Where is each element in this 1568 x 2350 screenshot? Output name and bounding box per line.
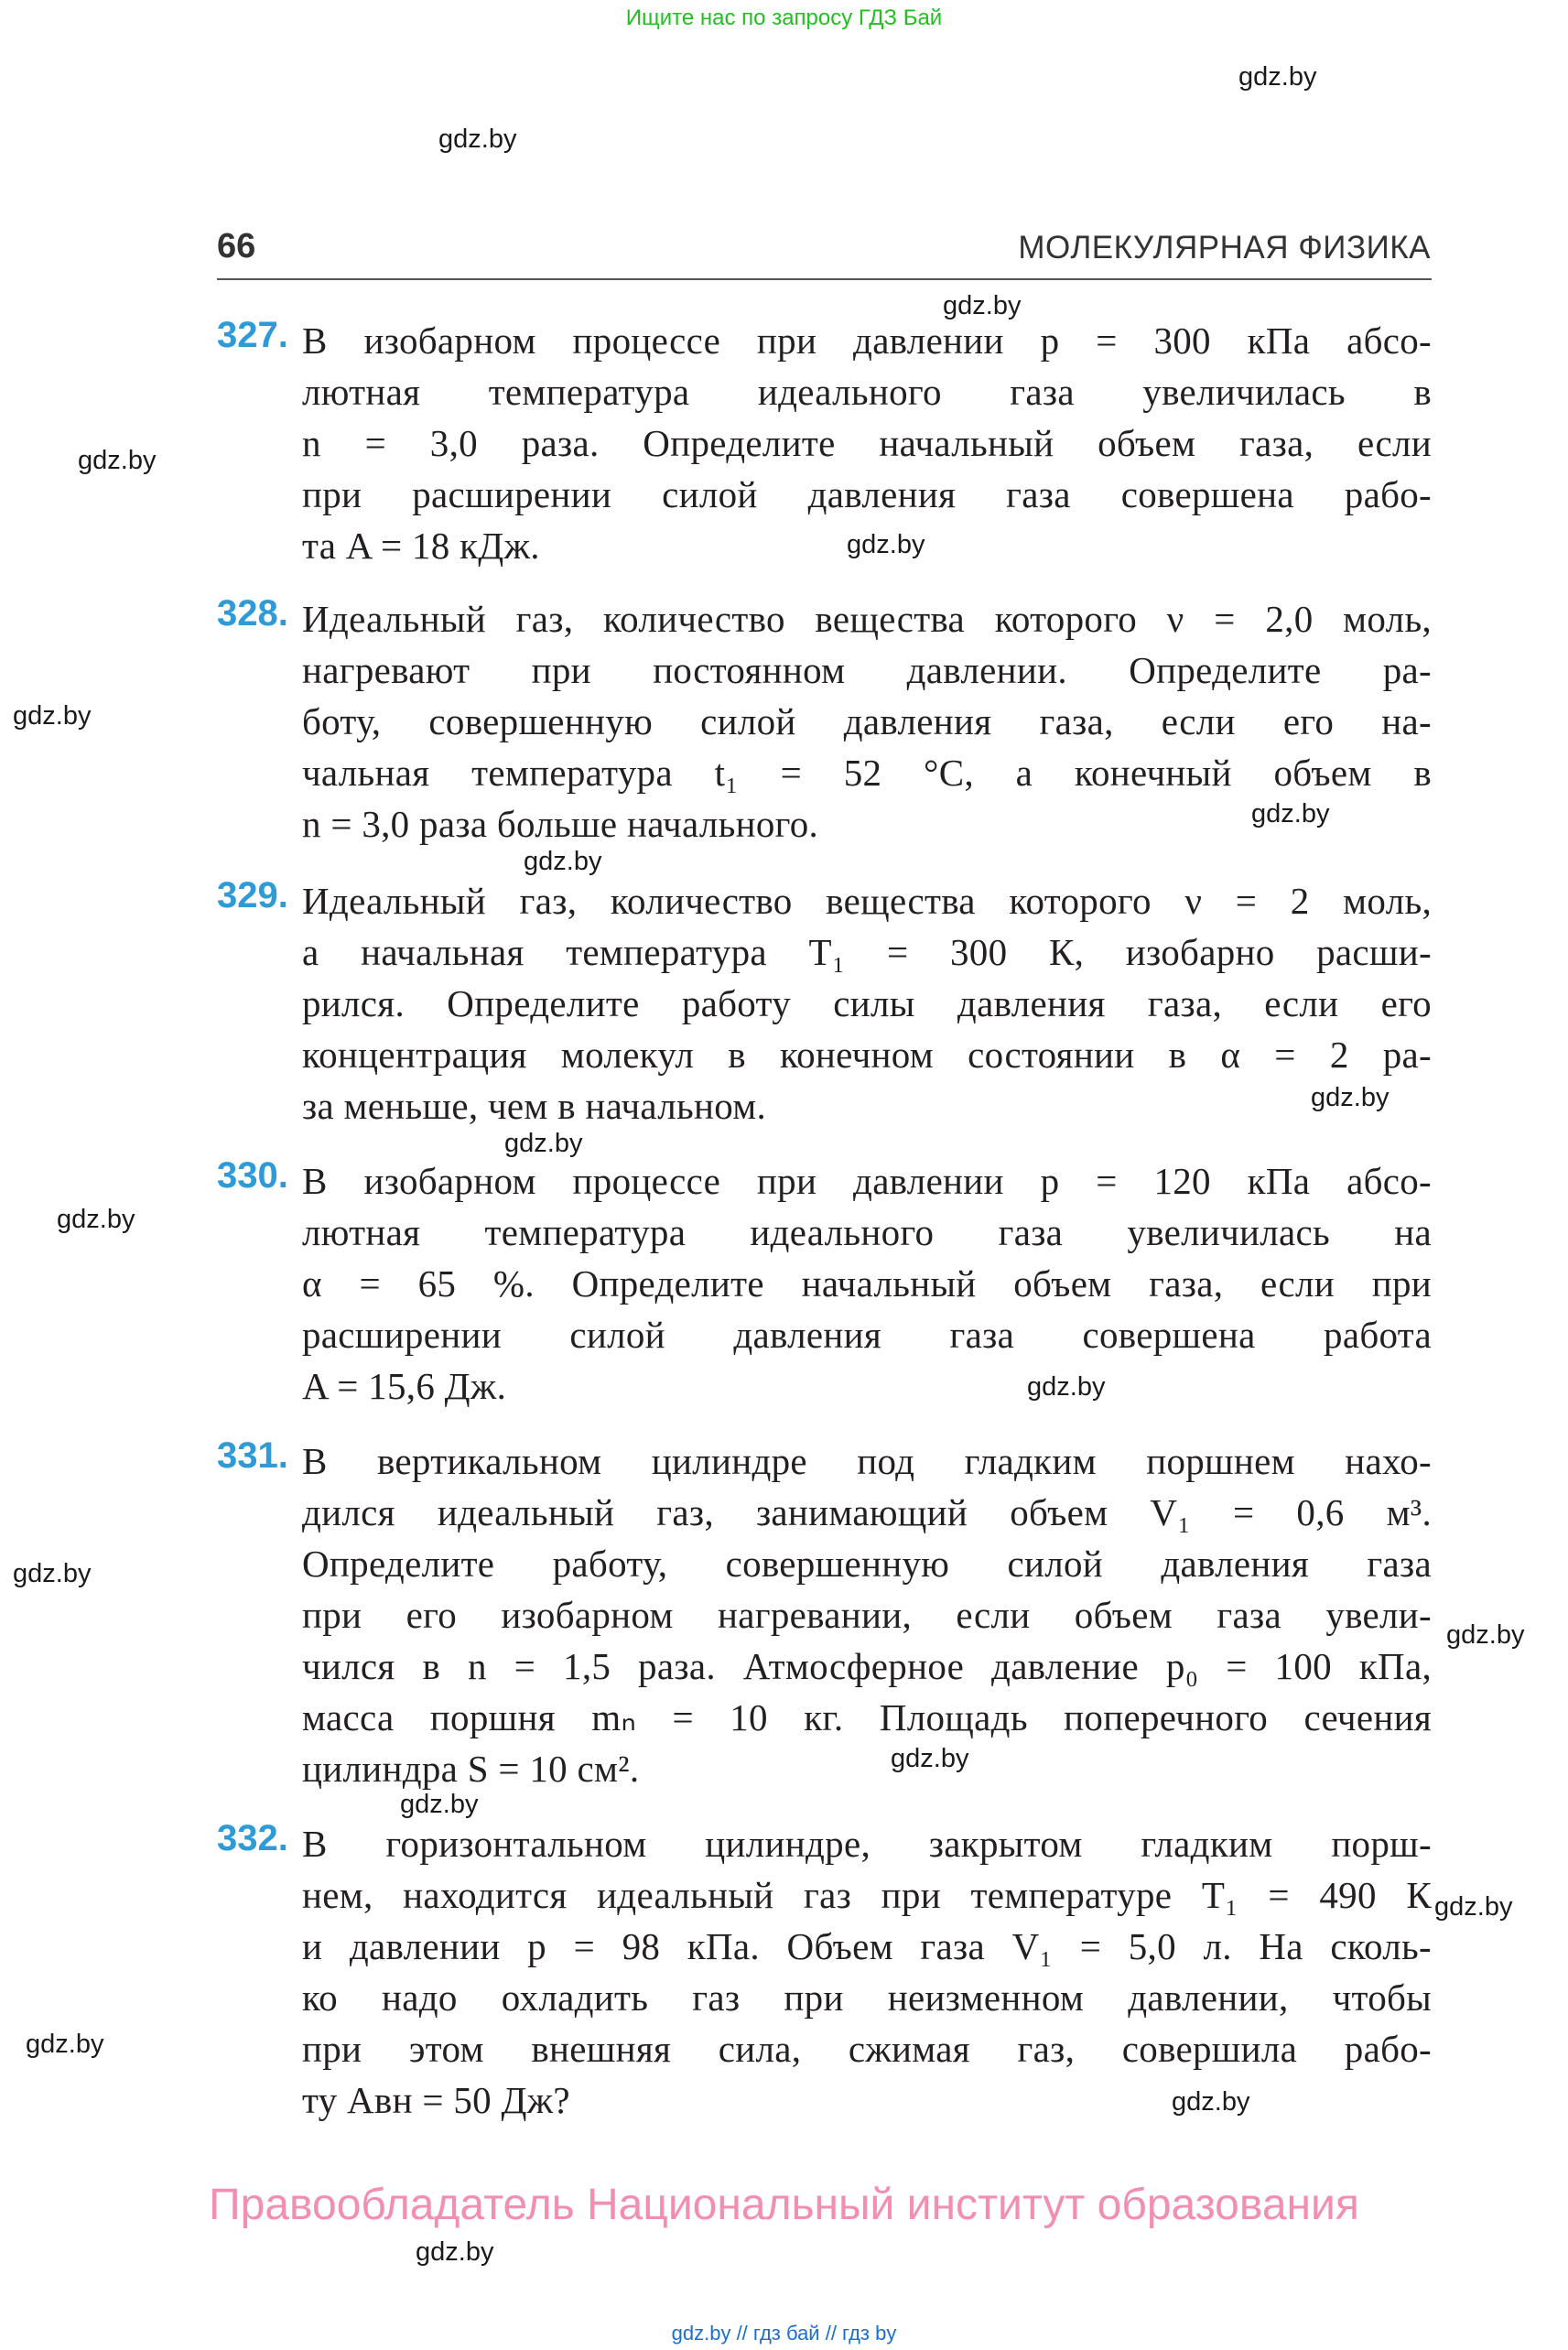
text-line: при этом внешняя сила, сжимая газ, совершила рабо- [302,2028,1432,2070]
text-line: ту Aвн = 50 Дж? [302,2079,570,2121]
problem-text [302,315,1432,571]
text-line: дился идеальный газ, занимающий объем V₁ = 0,6 м³. [302,1491,1432,1533]
watermark: gdz.by [400,1790,479,1819]
problem-number: 328. [217,593,288,634]
text-line: нагревают при постоянном давлении. Определите ра- [302,649,1432,691]
watermark: gdz.by [1251,799,1330,828]
problem-329 [217,875,1432,1132]
text-line: n = 3,0 раза. Определите начальный объем газа, если [302,422,1432,464]
watermark: gdz.by [26,2030,104,2059]
watermark: gdz.by [13,1559,92,1588]
problem-number: 329. [217,875,288,915]
text-line: цилиндра S = 10 см². [302,1748,640,1790]
text-line: за меньше, чем в начальном. [302,1085,767,1127]
problem-327 [217,315,1432,571]
text-line: при его изобарном нагревании, если объем газа увели- [302,1594,1432,1636]
watermark: gdz.by [416,2237,494,2267]
problem-text [302,1435,1432,1794]
text-line: лютная температура идеального газа увеличилась на [302,1211,1432,1253]
problem-number: 331. [217,1435,288,1476]
text-line: а начальная температура T₁ = 300 К, изобарно расши- [302,931,1432,973]
text-line: Определите работу, совершенную силой давления газа [302,1543,1432,1585]
problem-text [302,875,1432,1132]
watermark: gdz.by [1172,2087,1250,2117]
problem-text [302,1155,1432,1412]
text-line: и давлении p = 98 кПа. Объем газа V₁ = 5,0 л. На сколь- [302,1925,1432,1967]
text-line: рился. Определите работу силы давления газа, если его [302,982,1432,1024]
header-divider [217,278,1432,280]
text-line: Идеальный газ, количество вещества которого ν = 2,0 моль, [302,598,1432,640]
watermark: gdz.by [943,291,1022,320]
watermark: gdz.by [78,446,157,475]
text-line: В изобарном процессе при давлении p = 300 кПа абсо- [302,319,1432,362]
problem-text [302,593,1432,850]
text-line: нем, находится идеальный газ при температуре T₁ = 490 К [302,1874,1432,1916]
text-line: ко надо охладить газ при неизменном давлении, чтобы [302,1976,1432,2019]
bottom-links[interactable]: gdz.by // гдз бай // гдз by [671,2322,897,2345]
text-line: масса поршня mₙ = 10 кг. Площадь поперечного сечения [302,1696,1432,1738]
text-line: боту, совершенную силой давления газа, если его на- [302,700,1432,742]
text-line: α = 65 %. Определите начальный объем газа, если при [302,1262,1432,1305]
problem-number: 327. [217,315,288,355]
text-line: A = 15,6 Дж. [302,1365,507,1407]
watermark: gdz.by [438,125,517,154]
watermark: gdz.by [1434,1892,1513,1922]
section-title: МОЛЕКУЛЯРНАЯ ФИЗИКА [1018,230,1431,265]
problem-332 [217,1818,1432,2126]
watermark: gdz.by [1311,1083,1390,1112]
watermark: gdz.by [847,530,925,559]
problem-number: 330. [217,1155,288,1196]
top-banner: Ищите нас по запросу ГДЗ Бай [625,5,943,30]
text-line: n = 3,0 раза больше начального. [302,803,819,845]
problem-330 [217,1155,1432,1412]
watermark: gdz.by [504,1129,583,1158]
watermark: gdz.by [1238,62,1317,92]
watermark: gdz.by [1027,1372,1106,1402]
text-line: чился в n = 1,5 раза. Атмосферное давление p₀ = 100 кПа, [302,1645,1432,1687]
text-line: расширении силой давления газа совершена работа [302,1314,1432,1356]
watermark: gdz.by [1446,1620,1525,1650]
text-line: та A = 18 кДж. [302,525,540,567]
text-line: лютная температура идеального газа увеличилась в [302,371,1432,413]
text-line: В вертикальном цилиндре под гладким поршнем нахо- [302,1440,1432,1482]
text-line: Идеальный газ, количество вещества которого ν = 2 моль, [302,880,1432,922]
watermark: gdz.by [524,847,602,876]
problem-328 [217,593,1432,850]
text-line: чальная температура t₁ = 52 °C, а конечный объем в [302,752,1432,794]
problem-number: 332. [217,1818,288,1858]
text-line: при расширении силой давления газа совершена рабо- [302,473,1432,515]
copyright-owner: Правообладатель Национальный институт образования [209,2181,1359,2229]
text-line: В горизонтальном цилиндре, закрытом гладким порш- [302,1823,1432,1865]
watermark: gdz.by [13,701,92,731]
text-line: В изобарном процессе при давлении p = 120 кПа абсо- [302,1160,1432,1202]
watermark: gdz.by [891,1744,969,1773]
problem-text [302,1818,1432,2126]
watermark: gdz.by [57,1205,135,1234]
problem-331 [217,1435,1432,1794]
text-line: концентрация молекул в конечном состоянии в α = 2 ра- [302,1034,1432,1076]
page-number: 66 [217,227,256,265]
